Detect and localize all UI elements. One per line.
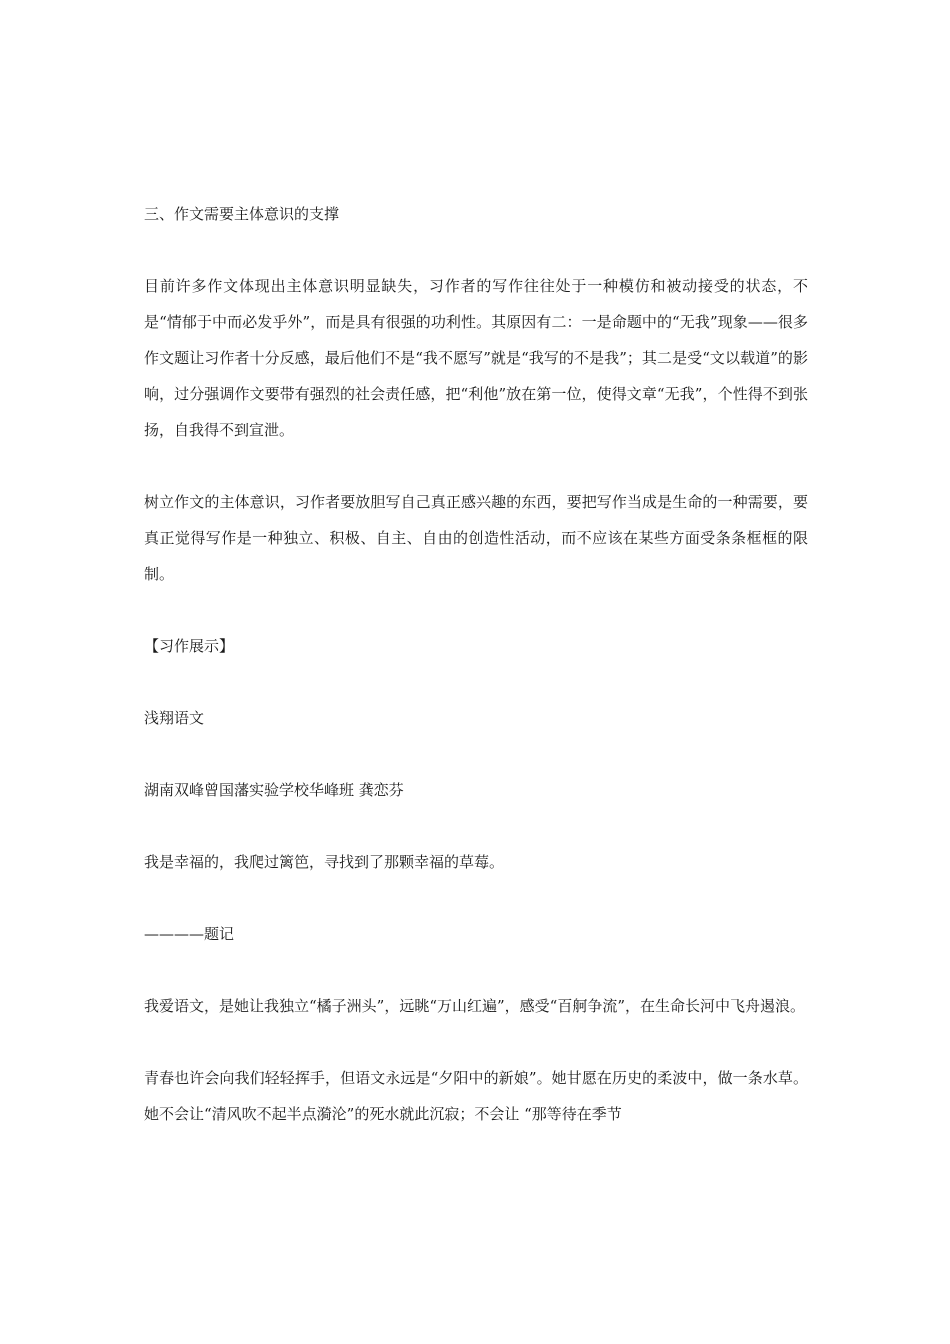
section-heading: 三、作文需要主体意识的支撑 xyxy=(144,205,340,223)
body-paragraph-1: 目前许多作文体现出主体意识明显缺失，习作者的写作往往处于一种模仿和被动接受的状态，不是“情郁于中而必发乎外”，而是具有很强的功利性。其原因有二：一是命题中的“无我”现象——很多作文题让习作者十分反感，最后他们不是“我不愿写”就是“我写的不是我”；其二是受“文以载道”的影响，过分强调作文要带有强烈的社会责任感，把“利他”放在第一位，使得文章“无我”，个性得不到张扬，自我得不到宣泄。 xyxy=(144,277,808,439)
essay-paragraph-1: 我爱语文，是她让我独立“橘子洲头”，远眺“万山红遍”，感受“百舸争流”，在生命长河中飞舟遏浪。 xyxy=(144,997,806,1015)
document-body xyxy=(144,196,808,1168)
essay-paragraph-2: 青春也许会向我们轻轻挥手，但语文永远是“夕阳中的新娘”。她甘愿在历史的柔波中，做一条水草。她不会让“清风吹不起半点漪沦”的死水就此沉寂；不会让 “那等待在季节 xyxy=(144,1069,808,1123)
essay-title: 浅翔语文 xyxy=(144,709,205,727)
epigraph-note: ————题记 xyxy=(144,925,235,943)
epigraph: 我是幸福的，我爬过篱笆，寻找到了那颗幸福的草莓。 xyxy=(144,853,505,871)
showcase-label: 【习作展示】 xyxy=(144,637,235,655)
author-line: 湖南双峰曾国藩实验学校华峰班 龚恋芬 xyxy=(144,781,404,799)
body-paragraph-2: 树立作文的主体意识，习作者要放胆写自己真正感兴趣的东西，要把写作当成是生命的一种需要，要真正觉得写作是一种独立、积极、自主、自由的创造性活动，而不应该在某些方面受条条框框的限制。 xyxy=(144,493,808,583)
